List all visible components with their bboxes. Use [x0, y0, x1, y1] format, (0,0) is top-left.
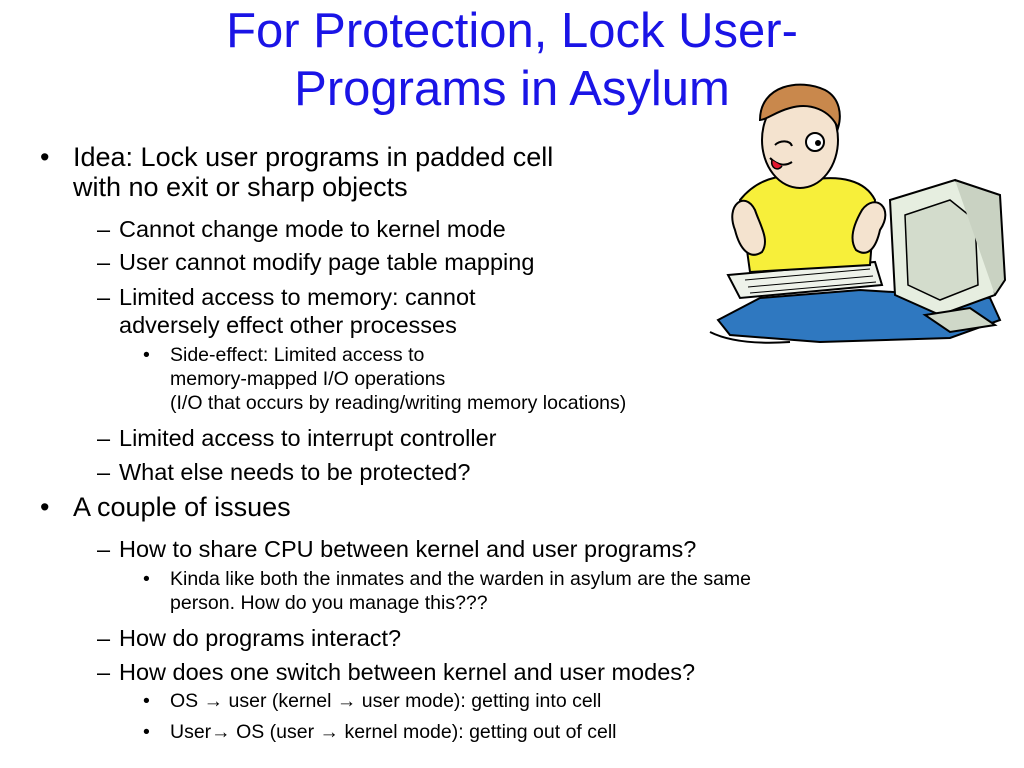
bullet-marker: –	[97, 659, 111, 685]
bullet-level-1	[40, 142, 553, 202]
bullet-line: memory-mapped I/O operations	[170, 368, 446, 390]
slide-title-line-2: Programs in Asylum	[294, 62, 730, 116]
bullet-line: adversely effect other processes	[119, 312, 457, 338]
bullet-line: person. How do you manage this???	[170, 592, 488, 614]
bullet-line: A couple of issues	[73, 492, 291, 522]
bullet-marker: –	[97, 536, 111, 562]
bullet-line: Limited access to memory: cannot	[119, 284, 476, 310]
bullet-marker: •	[143, 344, 150, 366]
bullet-line: How do programs interact?	[119, 625, 402, 651]
bullet-text	[119, 535, 696, 563]
bullet-marker: –	[97, 425, 111, 451]
bullet-level-2	[97, 248, 534, 276]
bullet-line: How to share CPU between kernel and user programs?	[119, 536, 697, 562]
bullet-level-3	[143, 720, 617, 744]
bullet-text	[119, 215, 506, 243]
bullet-text	[119, 283, 476, 339]
bullet-level-2	[97, 624, 401, 652]
bullet-text	[73, 142, 553, 202]
bullet-line: Limited access to interrupt controller	[119, 425, 497, 451]
bullet-line: OS → user (kernel → user mode): getting into cell	[170, 690, 602, 712]
bullet-line: Idea: Lock user programs in padded cell	[73, 142, 554, 172]
bullet-text	[170, 343, 626, 415]
bullet-marker: •	[40, 492, 50, 522]
bullet-line: How does one switch between kernel and user modes?	[119, 659, 696, 685]
bullet-text	[119, 624, 401, 652]
bullet-text	[170, 567, 751, 615]
bullet-text	[170, 720, 617, 744]
bullet-line: Cannot change mode to kernel mode	[119, 216, 506, 242]
bullet-level-3	[143, 567, 751, 615]
slide-title-line-1: For Protection, Lock User-	[226, 4, 798, 58]
bullet-level-2	[97, 283, 476, 339]
bullet-level-2	[97, 458, 470, 486]
bullet-level-2	[97, 424, 496, 452]
bullet-marker: –	[97, 459, 111, 485]
bullet-marker: –	[97, 216, 111, 242]
bullet-level-3	[143, 689, 601, 713]
bullet-level-3	[143, 343, 626, 415]
bullet-text	[119, 658, 695, 686]
bullet-line: User cannot modify page table mapping	[119, 249, 535, 275]
bullet-marker: •	[40, 142, 50, 172]
bullet-marker: •	[143, 690, 150, 712]
bullet-marker: –	[97, 284, 111, 310]
bullet-line: Kinda like both the inmates and the warden in asylum are the same	[170, 568, 752, 590]
bullet-text	[119, 248, 534, 276]
bullet-text	[170, 689, 601, 713]
bullet-line: (I/O that occurs by reading/writing memory locations)	[170, 392, 627, 414]
bullet-text	[119, 424, 496, 452]
bullet-line: Side-effect: Limited access to	[170, 344, 425, 366]
bullet-text	[119, 458, 470, 486]
bullet-marker: •	[143, 568, 150, 590]
bullet-line: with no exit or sharp objects	[73, 172, 408, 202]
bullet-line: What else needs to be protected?	[119, 459, 471, 485]
bullet-level-2	[97, 535, 696, 563]
bullet-text	[73, 492, 291, 522]
bullet-marker: •	[143, 721, 150, 743]
bullet-marker: –	[97, 625, 111, 651]
bullet-level-2	[97, 215, 506, 243]
bullet-level-2	[97, 658, 695, 686]
bullet-line: User→ OS (user → kernel mode): getting out of cell	[170, 721, 617, 743]
bullet-level-1	[40, 492, 291, 522]
bullet-marker: –	[97, 249, 111, 275]
